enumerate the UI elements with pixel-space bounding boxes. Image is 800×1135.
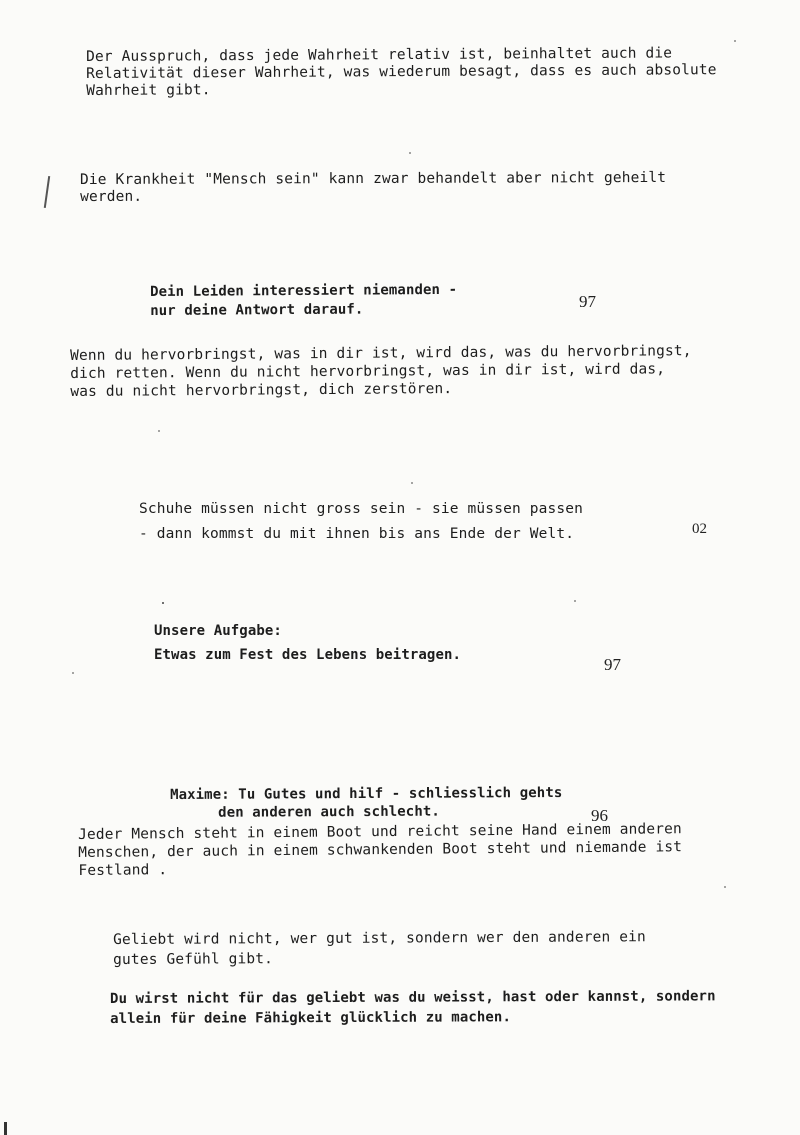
quote-maxime bbox=[170, 784, 563, 822]
scan-speck bbox=[158, 430, 160, 432]
quote-number: 97 bbox=[579, 292, 596, 311]
quote-boat bbox=[78, 820, 682, 880]
scan-speck bbox=[409, 152, 411, 154]
margin-pen-stroke bbox=[44, 176, 50, 208]
quote-line: was du nicht hervorbringst, dich zerstören. bbox=[70, 380, 453, 400]
quote-relative-truth bbox=[86, 45, 717, 100]
quote-line: Etwas zum Fest des Lebens beitragen. bbox=[154, 647, 462, 663]
quote-number: 02 bbox=[692, 521, 707, 537]
scan-speck bbox=[734, 40, 736, 42]
quote-beloved bbox=[113, 927, 646, 970]
quote-number: 96 bbox=[591, 806, 608, 825]
bottom-edge-mark bbox=[4, 1122, 7, 1135]
quote-line: Wahrheit gibt. bbox=[86, 82, 211, 99]
quote-line: Wenn du hervorbringst, was in dir ist, wird das, was du hervorbringst, bbox=[70, 343, 692, 364]
quote-line: den anderen auch schlecht. bbox=[218, 803, 440, 821]
quote-line: Geliebt wird nicht, wer gut ist, sondern wer den anderen ein bbox=[113, 929, 646, 948]
quote-line: Unsere Aufgabe: bbox=[154, 623, 282, 639]
quote-line: Jeder Mensch steht in einem Boot und reicht seine Hand einem anderen bbox=[78, 821, 682, 843]
quote-line: nur deine Antwort darauf. bbox=[150, 301, 364, 319]
quote-line: Menschen, der auch in einem schwankenden Boot steht und niemande ist bbox=[78, 839, 683, 861]
quote-number: 97 bbox=[604, 655, 621, 674]
quote-line: gutes Gefühl gibt. bbox=[113, 951, 274, 968]
quote-bring-forth bbox=[70, 342, 692, 401]
quote-ability-to-make-happy bbox=[110, 986, 716, 1029]
quote-our-task bbox=[154, 619, 461, 667]
scan-speck bbox=[724, 886, 726, 888]
quote-your-suffering bbox=[150, 281, 457, 321]
quote-line: Die Krankheit "Mensch sein" kann zwar behandelt aber nicht geheilt bbox=[80, 169, 667, 188]
quote-line: Dein Leiden interessiert niemanden - bbox=[150, 281, 458, 300]
quote-illness-being-human bbox=[80, 170, 666, 206]
quote-line: Relativität dieser Wahrheit, was wiederum besagt, dass es auch absolute bbox=[86, 62, 717, 82]
quote-line: Maxime: Tu Gutes und hilf - schliesslich gehts bbox=[170, 784, 563, 803]
quote-shoes bbox=[139, 497, 583, 547]
scan-speck bbox=[574, 600, 576, 602]
quote-line: allein für deine Fähigkeit glücklich zu machen. bbox=[110, 1009, 512, 1027]
scan-speck bbox=[162, 602, 164, 604]
quote-line: dich retten. Wenn du nicht hervorbringst, was in dir ist, wird das, bbox=[70, 361, 666, 382]
quote-line: werden. bbox=[80, 188, 143, 205]
quote-line: - dann kommst du mit ihnen bis ans Ende der Welt. bbox=[139, 526, 575, 542]
scan-speck bbox=[72, 672, 74, 674]
quote-line: Festland . bbox=[78, 862, 168, 879]
scan-speck bbox=[411, 482, 413, 484]
quote-line: Schuhe müssen nicht gross sein - sie müssen passen bbox=[139, 501, 583, 517]
quote-line: Der Ausspruch, dass jede Wahrheit relativ ist, beinhaltet auch die bbox=[86, 45, 673, 65]
quote-line: Du wirst nicht für das geliebt was du weisst, hast oder kannst, sondern bbox=[110, 988, 716, 1007]
